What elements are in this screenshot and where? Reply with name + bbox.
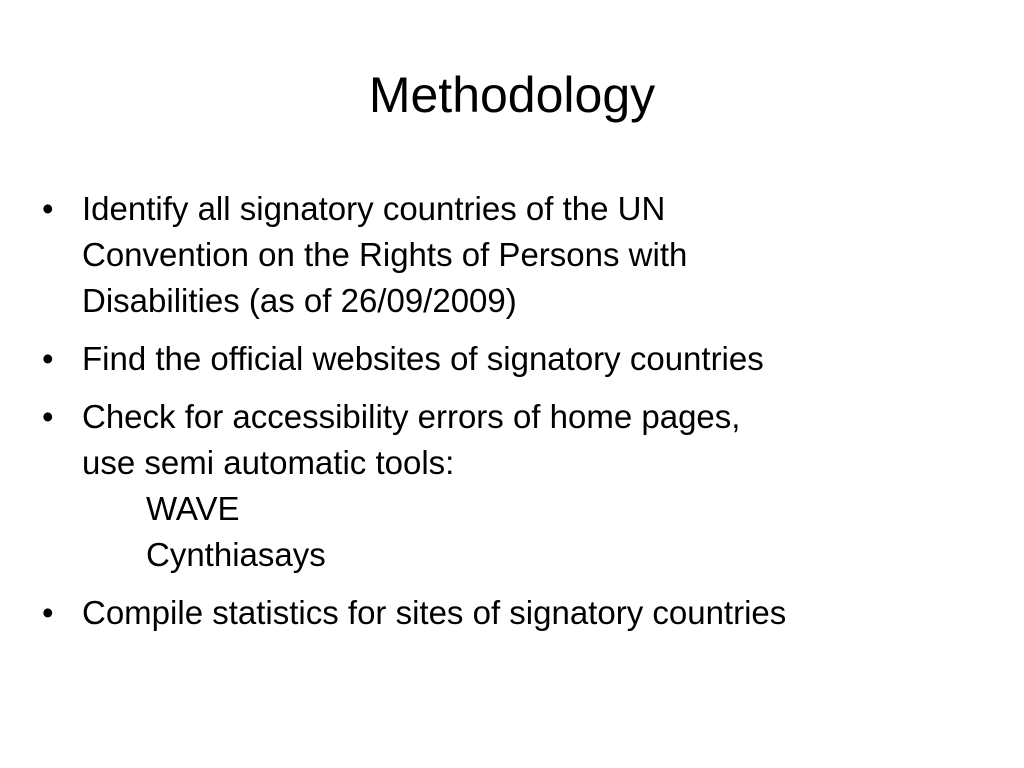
- bullet-item-identify-countries: [40, 186, 990, 324]
- bullet-line: Compile statistics for sites of signatory countries: [82, 594, 787, 631]
- bullet-icon: •: [42, 398, 54, 435]
- bullet-line: Find the official websites of signatory countries: [82, 340, 764, 377]
- bullet-line: use semi automatic tools:: [82, 444, 455, 481]
- bullet-icon: •: [42, 340, 54, 377]
- bullet-list: [40, 186, 990, 648]
- bullet-item-find-websites: [40, 336, 990, 382]
- tool-item-cynthiasays: Cynthiasays: [146, 536, 326, 573]
- bullet-icon: •: [42, 594, 54, 631]
- bullet-line: Convention on the Rights of Persons with: [82, 236, 688, 273]
- bullet-line: Disabilities (as of 26/09/2009): [82, 282, 517, 319]
- bullet-icon: •: [42, 190, 54, 227]
- bullet-line: Check for accessibility errors of home pages,: [82, 398, 741, 435]
- tool-item-wave: WAVE: [146, 490, 240, 527]
- bullet-item-check-accessibility: [40, 394, 990, 578]
- tool-list: [82, 486, 990, 578]
- bullet-line: Identify all signatory countries of the UN: [82, 190, 666, 227]
- slide-title: Methodology: [368, 67, 656, 123]
- bullet-item-compile-statistics: [40, 590, 990, 636]
